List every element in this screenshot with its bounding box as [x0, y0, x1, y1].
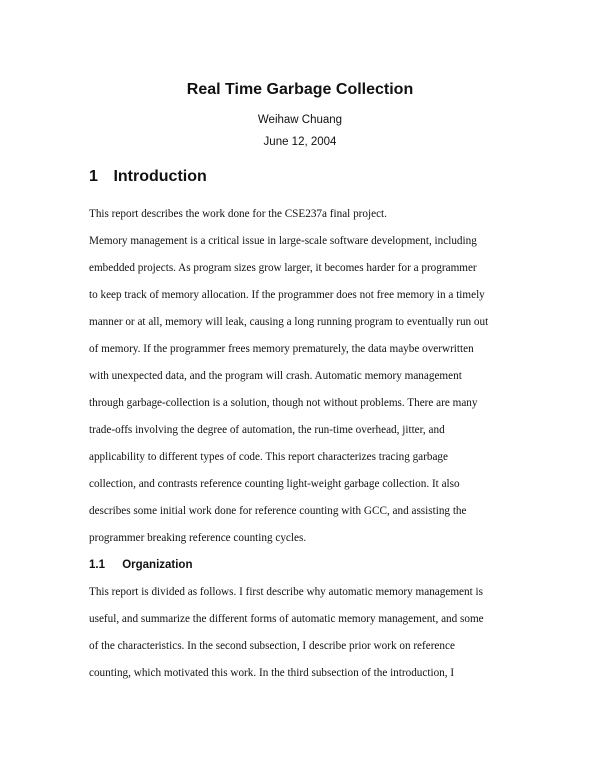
author-name: Weihaw Chuang: [257, 114, 343, 126]
paragraph-line: useful, and summarize the different forms of automatic memory management, and some: [89, 613, 484, 625]
paragraph-line: describes some initial work done for reference counting with GCC, and assisting the: [89, 505, 467, 517]
section-title: Introduction: [113, 168, 207, 185]
paper-date: June 12, 2004: [263, 136, 337, 148]
paragraph-line: through garbage-collection is a solution, though not without problems. There are many: [89, 397, 478, 409]
paragraph-line: of the characteristics. In the second subsection, I describe prior work on reference: [89, 640, 455, 652]
paragraph-line: embedded projects. As program sizes grow larger, it becomes harder for a programmer: [89, 262, 477, 274]
paragraph-line: of memory. If the programmer frees memory prematurely, the data maybe overwritten: [89, 343, 474, 355]
paper-title: Real Time Garbage Collection: [186, 81, 414, 98]
subsection-heading-organization: [89, 557, 192, 573]
subsection-number: 1.1: [89, 559, 105, 571]
paragraph-line: Memory management is a critical issue in large-scale software development, including: [89, 235, 477, 247]
paragraph-line: applicability to different types of code. This report characterizes tracing garbage: [89, 451, 448, 463]
paragraph-line: manner or at all, memory will leak, causing a long running program to eventually run out: [89, 316, 489, 328]
paragraph-line: This report is divided as follows. I first describe why automatic memory management is: [89, 586, 483, 598]
paragraph-line: trade-offs involving the degree of automation, the run-time overhead, jitter, and: [89, 424, 445, 436]
section-heading-introduction: [89, 167, 207, 187]
paragraph-line: to keep track of memory allocation. If the programmer does not free memory in a timely: [89, 289, 485, 301]
paragraph-line: counting, which motivated this work. In the third subsection of the introduction, I: [89, 667, 455, 679]
paragraph-line: programmer breaking reference counting cycles.: [89, 532, 307, 544]
paragraph-line: This report describes the work done for the CSE237a final project.: [89, 208, 387, 220]
paragraph-line: collection, and contrasts reference counting light-weight garbage collection. It also: [89, 478, 460, 490]
paragraph-line: with unexpected data, and the program will crash. Automatic memory management: [89, 370, 462, 382]
subsection-title: Organization: [122, 559, 193, 571]
section-number: 1: [89, 168, 98, 185]
